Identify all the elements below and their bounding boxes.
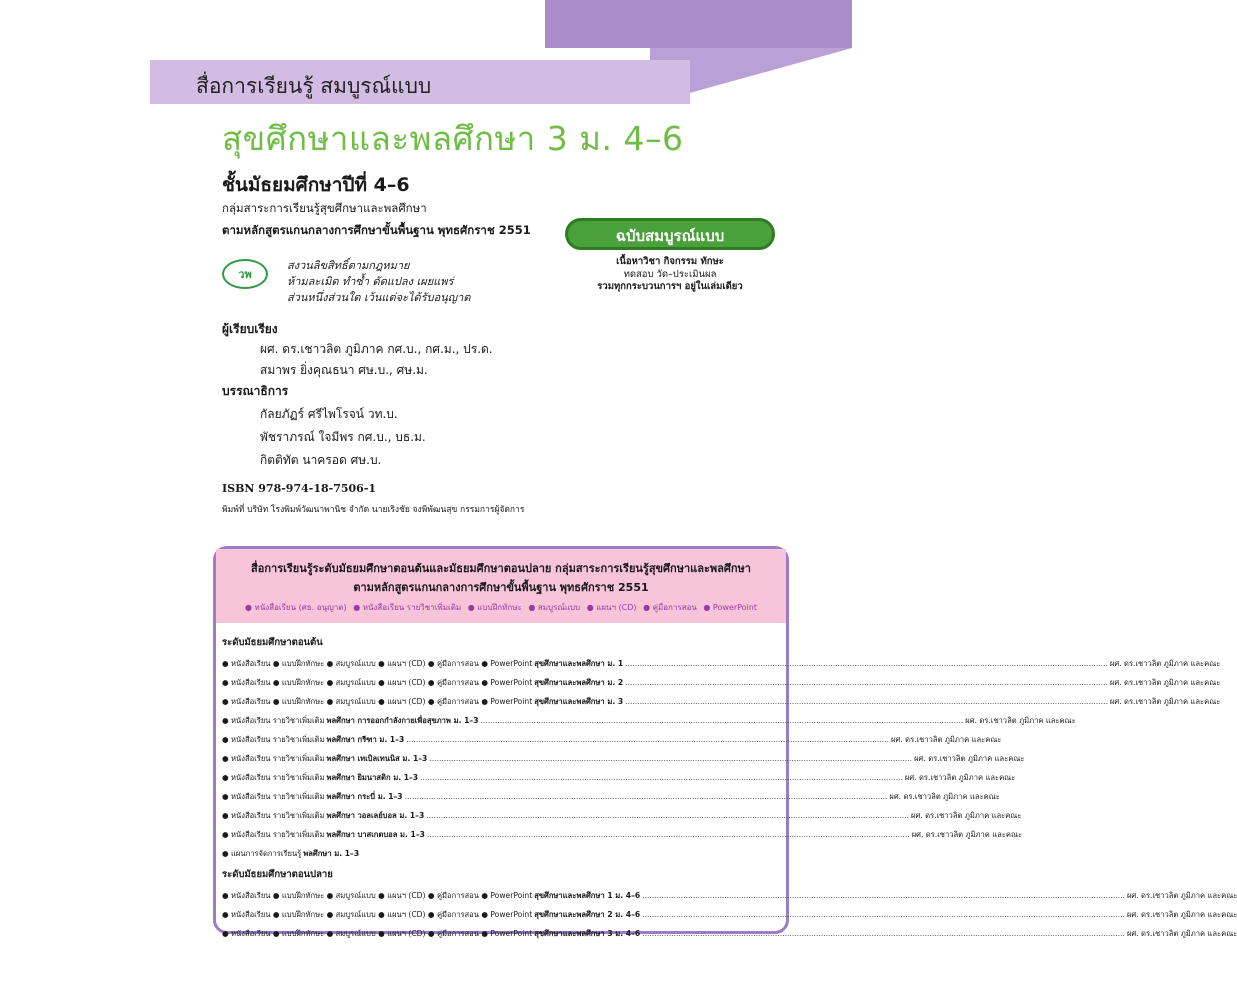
author-1: ผศ. ดร.เชาวลิต ภูมิภาค กศ.บ., กศ.ม., ปร.ด. — [260, 342, 493, 356]
catalog-item-title: พลศึกษา เทเบิลเทนนิส ม. 1–3 — [326, 754, 428, 763]
catalog-item-title: พลศึกษา กระบี่ ม. 1–3 — [326, 792, 403, 801]
dot-leader: ........................................................................................................................................................................................................ — [426, 811, 910, 820]
catalog-item-formats: ● หนังสือเรียน ● แบบฝึกทักษะ ● สมบูรณ์แบบ ● แผนฯ (CD) ● คู่มือการสอน ● PowerPoint — [222, 697, 533, 706]
editor-3: กิตติทัต นาครอด ศษ.บ. — [260, 453, 382, 467]
catalog-item-formats: ● หนังสือเรียน ● แบบฝึกทักษะ ● สมบูรณ์แบบ ● แผนฯ (CD) ● คู่มือการสอน ● PowerPoint — [222, 659, 533, 668]
catalog-heading-1: สื่อการเรียนรู้ระดับมัธยมศึกษาตอนต้นและมัธยมศึกษาตอนปลาย กลุ่มสาระการเรียนรู้สุขศึกษาและพลศึกษา — [251, 562, 751, 575]
catalog-item-title: พลศึกษา บาสเกตบอล ม. 1–3 — [326, 830, 425, 839]
catalog-tag: ● แผนฯ (CD) — [586, 603, 637, 612]
isbn: ISBN 978-974-18-7506-1 — [222, 482, 377, 495]
catalog-item-title: สุขศึกษาและพลศึกษา 2 ม. 4–6 — [534, 910, 641, 919]
catalog-item — [222, 905, 1237, 924]
top-ribbon — [545, 0, 852, 48]
catalog-item — [222, 787, 1000, 806]
dot-leader: ........................................................................................................................................................................................................ — [420, 773, 903, 782]
complete-edition-badge — [565, 212, 775, 292]
catalog-item — [222, 749, 1025, 768]
catalog-item-author: ผศ. ดร.เชาวลิต ภูมิภาค และคณะ — [904, 773, 1016, 782]
editor-1: กัลยภัฏร์ ศรีไพโรจน์ วท.บ. — [260, 407, 398, 421]
catalog-item-author: ผศ. ดร.เชาวลิต ภูมิภาค และคณะ — [1109, 697, 1221, 706]
catalog-tag: ● หนังสือเรียน (ศธ. อนุญาต) — [245, 603, 347, 612]
catalog-item-title: พลศึกษา วอลเลย์บอล ม. 1–3 — [326, 811, 425, 820]
authors-heading: ผู้เรียบเรียง — [222, 322, 278, 336]
catalog-item-title: สุขศึกษาและพลศึกษา 3 ม. 4–6 — [534, 929, 641, 938]
catalog-list — [222, 631, 1237, 943]
catalog-item-title: พลศึกษา การออกกำลังกายเพื่อสุขภาพ ม. 1–3 — [326, 716, 479, 725]
dot-leader: ........................................................................................................................................................................................................ — [406, 735, 890, 744]
catalog-item — [222, 768, 1016, 787]
catalog-item-author: ผศ. ดร.เชาวลิต ภูมิภาค และคณะ — [911, 811, 1022, 820]
subject-group: กลุ่มสาระการเรียนรู้สุขศึกษาและพลศึกษา — [222, 201, 427, 215]
catalog-item-author: ผศ. ดร.เชาวลิต ภูมิภาค และคณะ — [965, 716, 1076, 725]
catalog-item-author: ผศ. ดร.เชาวลิต ภูมิภาค และคณะ — [1126, 891, 1237, 900]
printer-info: พิมพ์ที่ บริษัท โรงพิมพ์วัฒนาพานิช จำกัด นายเริงชัย จงพิพัฒนสุข กรรมการผู้จัดการ — [222, 505, 525, 515]
catalog-item — [222, 924, 1237, 943]
catalog-item-title: สุขศึกษาและพลศึกษา 1 ม. 4–6 — [534, 891, 641, 900]
copyright-line-3: ส่วนหนึ่งส่วนใด เว้นแต่จะได้รับอนุญาต — [287, 291, 471, 304]
badge-ribbon-label: ฉบับสมบูรณ์แบบ — [615, 227, 725, 245]
copyright-line-2: ห้ามละเมิด ทำซ้ำ ดัดแปลง เผยแพร่ — [287, 275, 454, 288]
catalog-item-title: สุขศึกษาและพลศึกษา ม. 3 — [534, 697, 624, 706]
series-banner — [150, 60, 690, 104]
dot-leader: ........................................................................................................................................................................................................ — [625, 697, 1108, 706]
catalog-item-author: ผศ. ดร.เชาวลิต ภูมิภาค และคณะ — [889, 792, 1000, 801]
editor-2: พัชราภรณ์ ใจมีพร กศ.บ., บธ.ม. — [260, 430, 426, 444]
dot-leader: ........................................................................................................................................................................................................ — [642, 929, 1125, 938]
catalog-item-author: ผศ. ดร.เชาวลิต ภูมิภาค และคณะ — [1109, 678, 1221, 687]
catalog-item — [222, 886, 1237, 905]
catalog-item-title: พลศึกษา ยิมนาสติก ม. 1–3 — [326, 773, 419, 782]
editors-heading: บรรณาธิการ — [222, 384, 289, 398]
copyright-line-1: สงวนลิขสิทธิ์ตามกฎหมาย — [287, 259, 410, 272]
catalog-item — [222, 711, 1076, 730]
catalog-item-formats: ● หนังสือเรียน รายวิชาเพิ่มเติม — [222, 735, 325, 744]
catalog-item-author: ผศ. ดร.เชาวลิต ภูมิภาค และคณะ — [911, 830, 1023, 839]
catalog-tag: ● หนังสือเรียน รายวิชาเพิ่มเติม — [353, 603, 462, 612]
catalog-tag: ● สมบูรณ์แบบ — [528, 603, 581, 612]
catalog-group-heading: ระดับมัธยมศึกษาตอนต้น — [222, 637, 323, 648]
dot-leader: ........................................................................................................................................................................................................ — [625, 678, 1108, 687]
catalog-tag: ● PowerPoint — [703, 603, 757, 612]
dot-leader: ........................................................................................................................................................................................................ — [642, 891, 1125, 900]
author-2: สมาพร ยิ่งคุณธนา ศษ.บ., ศษ.ม. — [260, 363, 428, 377]
catalog-item-formats: ● หนังสือเรียน รายวิชาเพิ่มเติม — [222, 716, 325, 725]
catalog-item-title: พลศึกษา กรีฑา ม. 1–3 — [326, 735, 405, 744]
dot-leader: ........................................................................................................................................................................................................ — [426, 830, 910, 839]
catalog-item-title: สุขศึกษาและพลศึกษา ม. 1 — [534, 659, 624, 668]
catalog-item-author: ผศ. ดร.เชาวลิต ภูมิภาค และคณะ — [1109, 659, 1221, 668]
dot-leader: ........................................................................................................................................................................................................ — [642, 910, 1125, 919]
catalog-heading-2: ตามหลักสูตรแกนกลางการศึกษาขั้นพื้นฐาน พุทธศักราช 2551 — [353, 581, 649, 594]
catalog-group-heading: ระดับมัธยมศึกษาตอนปลาย — [222, 869, 333, 880]
catalog-item — [222, 692, 1221, 711]
catalog-item-formats: ● หนังสือเรียน รายวิชาเพิ่มเติม — [222, 773, 325, 782]
badge-line-3: รวมทุกกระบวนการฯ อยู่ในเล่มเดียว — [597, 281, 743, 292]
catalog-item-author: ผศ. ดร.เชาวลิต ภูมิภาค และคณะ — [1126, 910, 1237, 919]
book-title: สุขศึกษาและพลศึกษา 3 ม. 4–6 — [222, 119, 684, 158]
dot-leader: ........................................................................................................................................................................................................ — [625, 659, 1108, 668]
dot-leader: ........................................................................................................................................................................................................ — [480, 716, 964, 725]
catalog-item-formats: ● หนังสือเรียน ● แบบฝึกทักษะ ● สมบูรณ์แบบ ● แผนฯ (CD) ● คู่มือการสอน ● PowerPoint — [222, 678, 533, 687]
catalog-item-formats: ● หนังสือเรียน รายวิชาเพิ่มเติม — [222, 754, 325, 763]
catalog-item — [222, 673, 1221, 692]
catalog-item — [222, 825, 1023, 844]
catalog-item-formats: ● หนังสือเรียน ● แบบฝึกทักษะ ● สมบูรณ์แบบ ● แผนฯ (CD) ● คู่มือการสอน ● PowerPoint — [222, 929, 533, 938]
curriculum: ตามหลักสูตรแกนกลางการศึกษาขั้นพื้นฐาน พุทธศักราช 2551 — [222, 223, 531, 237]
catalog-item-formats: ● แผนการจัดการเรียนรู้ — [222, 849, 302, 858]
catalog-tag: ● แบบฝึกทักษะ — [467, 603, 522, 612]
logo-text: วพ — [238, 268, 252, 281]
dot-leader: ........................................................................................................................................................................................................ — [404, 792, 888, 801]
catalog-tags — [216, 601, 786, 614]
dot-leader: ........................................................................................................................................................................................................ — [429, 754, 913, 763]
catalog-item-author: ผศ. ดร.เชาวลิต ภูมิภาค และคณะ — [914, 754, 1025, 763]
catalog-item-formats: ● หนังสือเรียน ● แบบฝึกทักษะ ● สมบูรณ์แบบ ● แผนฯ (CD) ● คู่มือการสอน ● PowerPoint — [222, 910, 533, 919]
catalog-box — [213, 546, 1237, 938]
catalog-item-title: พลศึกษา ม. 1–3 — [303, 849, 360, 858]
catalog-item-formats: ● หนังสือเรียน รายวิชาเพิ่มเติม — [222, 811, 325, 820]
badge-line-2: ทดสอบ วัด–ประเมินผล — [623, 269, 717, 280]
catalog-item-title: สุขศึกษาและพลศึกษา ม. 2 — [534, 678, 624, 687]
catalog-item — [222, 730, 1002, 749]
catalog-item-author: ผศ. ดร.เชาวลิต ภูมิภาค และคณะ — [891, 735, 1002, 744]
catalog-item — [222, 844, 782, 863]
catalog-item-formats: ● หนังสือเรียน ● แบบฝึกทักษะ ● สมบูรณ์แบบ ● แผนฯ (CD) ● คู่มือการสอน ● PowerPoint — [222, 891, 533, 900]
grade-level: ชั้นมัธยมศึกษาปีที่ 4–6 — [222, 174, 410, 196]
catalog-header — [216, 549, 786, 623]
badge-ribbon — [565, 218, 775, 250]
catalog-item-formats: ● หนังสือเรียน รายวิชาเพิ่มเติม — [222, 792, 325, 801]
catalog-item — [222, 654, 1221, 673]
catalog-tag: ● คู่มือการสอน — [643, 603, 697, 612]
catalog-item — [222, 806, 1022, 825]
catalog-item-author: ผศ. ดร.เชาวลิต ภูมิภาค และคณะ — [1126, 929, 1237, 938]
series-label: สื่อการเรียนรู้ สมบูรณ์แบบ — [196, 74, 432, 98]
badge-line-1: เนื้อหาวิชา กิจกรรม ทักษะ — [616, 256, 724, 267]
catalog-item-formats: ● หนังสือเรียน รายวิชาเพิ่มเติม — [222, 830, 325, 839]
publisher-logo — [222, 259, 268, 289]
